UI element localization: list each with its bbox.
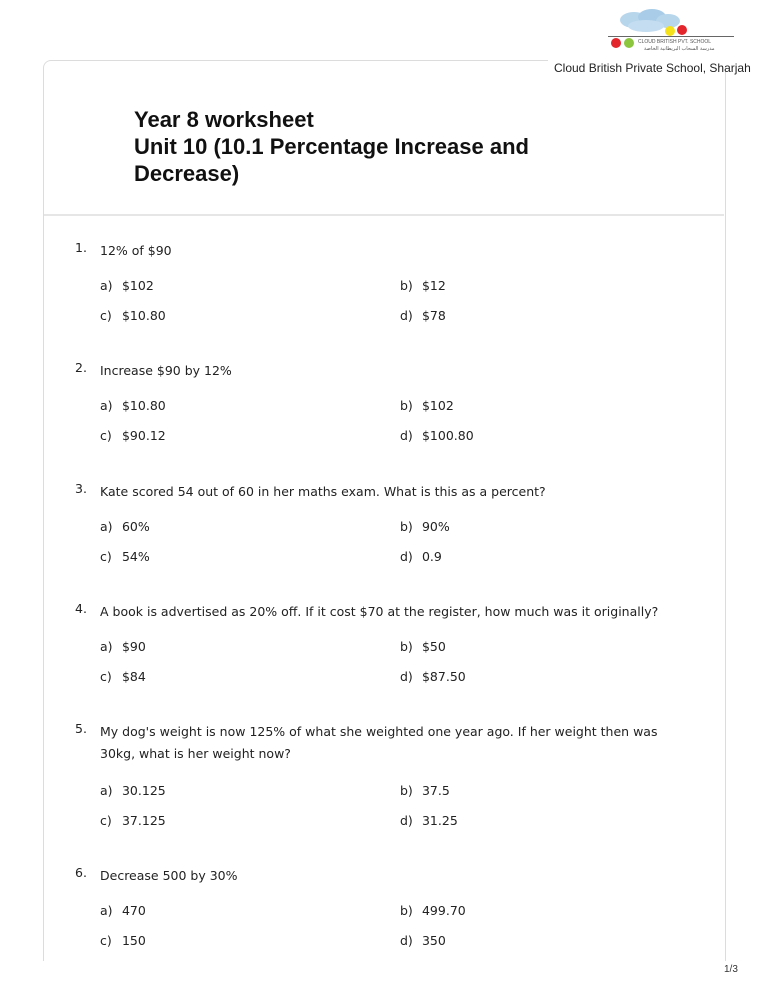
question-number: 4.: [75, 601, 87, 616]
option-d[interactable]: d) $78: [400, 308, 446, 323]
option-a[interactable]: a) $10.80: [100, 398, 166, 413]
question-number: 6.: [75, 865, 87, 880]
title-line-1: Year 8 worksheet: [134, 107, 314, 132]
question-text: Increase $90 by 12%: [100, 363, 232, 378]
option-b[interactable]: b) 37.5: [400, 783, 450, 798]
option-a[interactable]: a) 470: [100, 903, 146, 918]
question-text: Decrease 500 by 30%: [100, 868, 238, 883]
option-d[interactable]: d) 350: [400, 933, 446, 948]
title-line-2: Unit 10 (10.1 Percentage Increase and: [134, 134, 529, 159]
option-c[interactable]: c) $84: [100, 669, 146, 684]
svg-text:مدرسة السحاب البريطانية الخاصة: مدرسة السحاب البريطانية الخاصة: [644, 46, 715, 52]
option-d[interactable]: d) $87.50: [400, 669, 466, 684]
option-d[interactable]: d) $100.80: [400, 428, 474, 443]
header-divider: [44, 214, 724, 216]
option-a[interactable]: a) $102: [100, 278, 154, 293]
page-number: 1/3: [724, 964, 738, 975]
option-c[interactable]: c) $10.80: [100, 308, 166, 323]
option-b[interactable]: b) 90%: [400, 519, 450, 534]
option-d[interactable]: d) 31.25: [400, 813, 458, 828]
option-c[interactable]: c) $90.12: [100, 428, 166, 443]
option-b[interactable]: b) 499.70: [400, 903, 466, 918]
question-number: 2.: [75, 360, 87, 375]
question-text: A book is advertised as 20% off. If it cost $70 at the register, how much was it originally?: [100, 604, 659, 619]
svg-text:CLOUD BRITISH PVT. SCHOOL: CLOUD BRITISH PVT. SCHOOL: [638, 39, 712, 45]
school-logo: [604, 8, 736, 54]
option-b[interactable]: b) $102: [400, 398, 454, 413]
title-line-3: Decrease): [134, 161, 240, 186]
option-d[interactable]: d) 0.9: [400, 549, 442, 564]
question-number: 3.: [75, 481, 87, 496]
option-a[interactable]: a) $90: [100, 639, 146, 654]
question-text: My dog's weight is now 125% of what she weighted one year ago. If her weight then was 30kg, what is her weight now?: [100, 724, 658, 761]
option-a[interactable]: a) 60%: [100, 519, 150, 534]
question-number: 1.: [75, 240, 87, 255]
question-text: 12% of $90: [100, 243, 172, 258]
option-c[interactable]: c) 54%: [100, 549, 150, 564]
school-name: Cloud British Private School, Sharjah: [554, 61, 751, 75]
option-c[interactable]: c) 37.125: [100, 813, 166, 828]
option-c[interactable]: c) 150: [100, 933, 146, 948]
option-b[interactable]: b) $12: [400, 278, 446, 293]
option-a[interactable]: a) 30.125: [100, 783, 166, 798]
worksheet-title: [134, 106, 529, 187]
question-text: Kate scored 54 out of 60 in her maths exam. What is this as a percent?: [100, 484, 546, 499]
option-b[interactable]: b) $50: [400, 639, 446, 654]
question-number: 5.: [75, 721, 87, 736]
